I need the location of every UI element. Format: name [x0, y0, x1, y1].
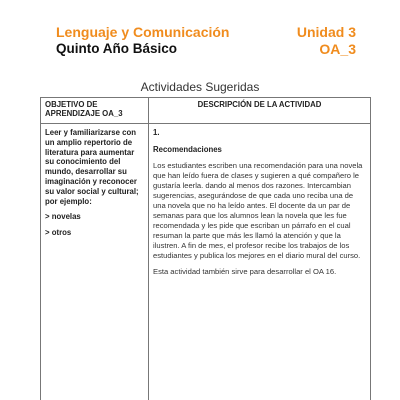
activity-number: 1.	[153, 128, 160, 137]
description-column-header: DESCRIPCIÓN DE LA ACTIVIDAD	[149, 98, 371, 124]
unit-label: Unidad 3	[296, 24, 356, 40]
objective-column-header: OBJETIVO DE APRENDIZAJE OA_3	[41, 98, 149, 124]
page-header	[56, 24, 356, 58]
activity-title: Recomendaciones	[153, 144, 222, 154]
objective-item-otros: > otros	[45, 228, 72, 238]
table-row	[41, 124, 371, 400]
objective-item-novelas: > novelas	[45, 212, 81, 222]
section-title: Actividades Sugeridas	[140, 80, 260, 94]
grade-title: Quinto Año Básico	[56, 41, 177, 56]
subject-title: Lenguaje y Comunicación	[56, 24, 230, 40]
activity-note: Esta actividad también sirve para desarrollar el OA 16.	[153, 267, 337, 277]
activity-description: Los estudiantes escriben una recomendación para una novela que han leído fuera de clases y sugieren a qué compañero le gustaría leerla. dando al menos dos razones. Intercambian sugerencias, asegurándose de que cada uno reciba una de una novela que no ha leído antes. El docente da un par de semanas para que los alumnos lean la novela que les fue recomendada y les pide que escriban un párrafo en el cual resuman la parte que más les llamó la atención y que la ilustren. A fin de mes, el profesor recibe los trabajos de los estudiantes y publica los mejores en el diario mural del curso.	[153, 161, 363, 261]
objective-cell	[41, 124, 149, 400]
activities-table	[40, 97, 371, 400]
oa-code-label: OA_3	[319, 41, 356, 57]
table-header-row	[41, 98, 371, 124]
objective-text: Leer y familiarizarse con un amplio repertorio de literatura para aumentar su conocimiento del mundo, desarrollar su imaginación y reconocer su valor social y cultural; por ejemplo:	[45, 128, 139, 206]
activity-cell	[149, 124, 371, 400]
